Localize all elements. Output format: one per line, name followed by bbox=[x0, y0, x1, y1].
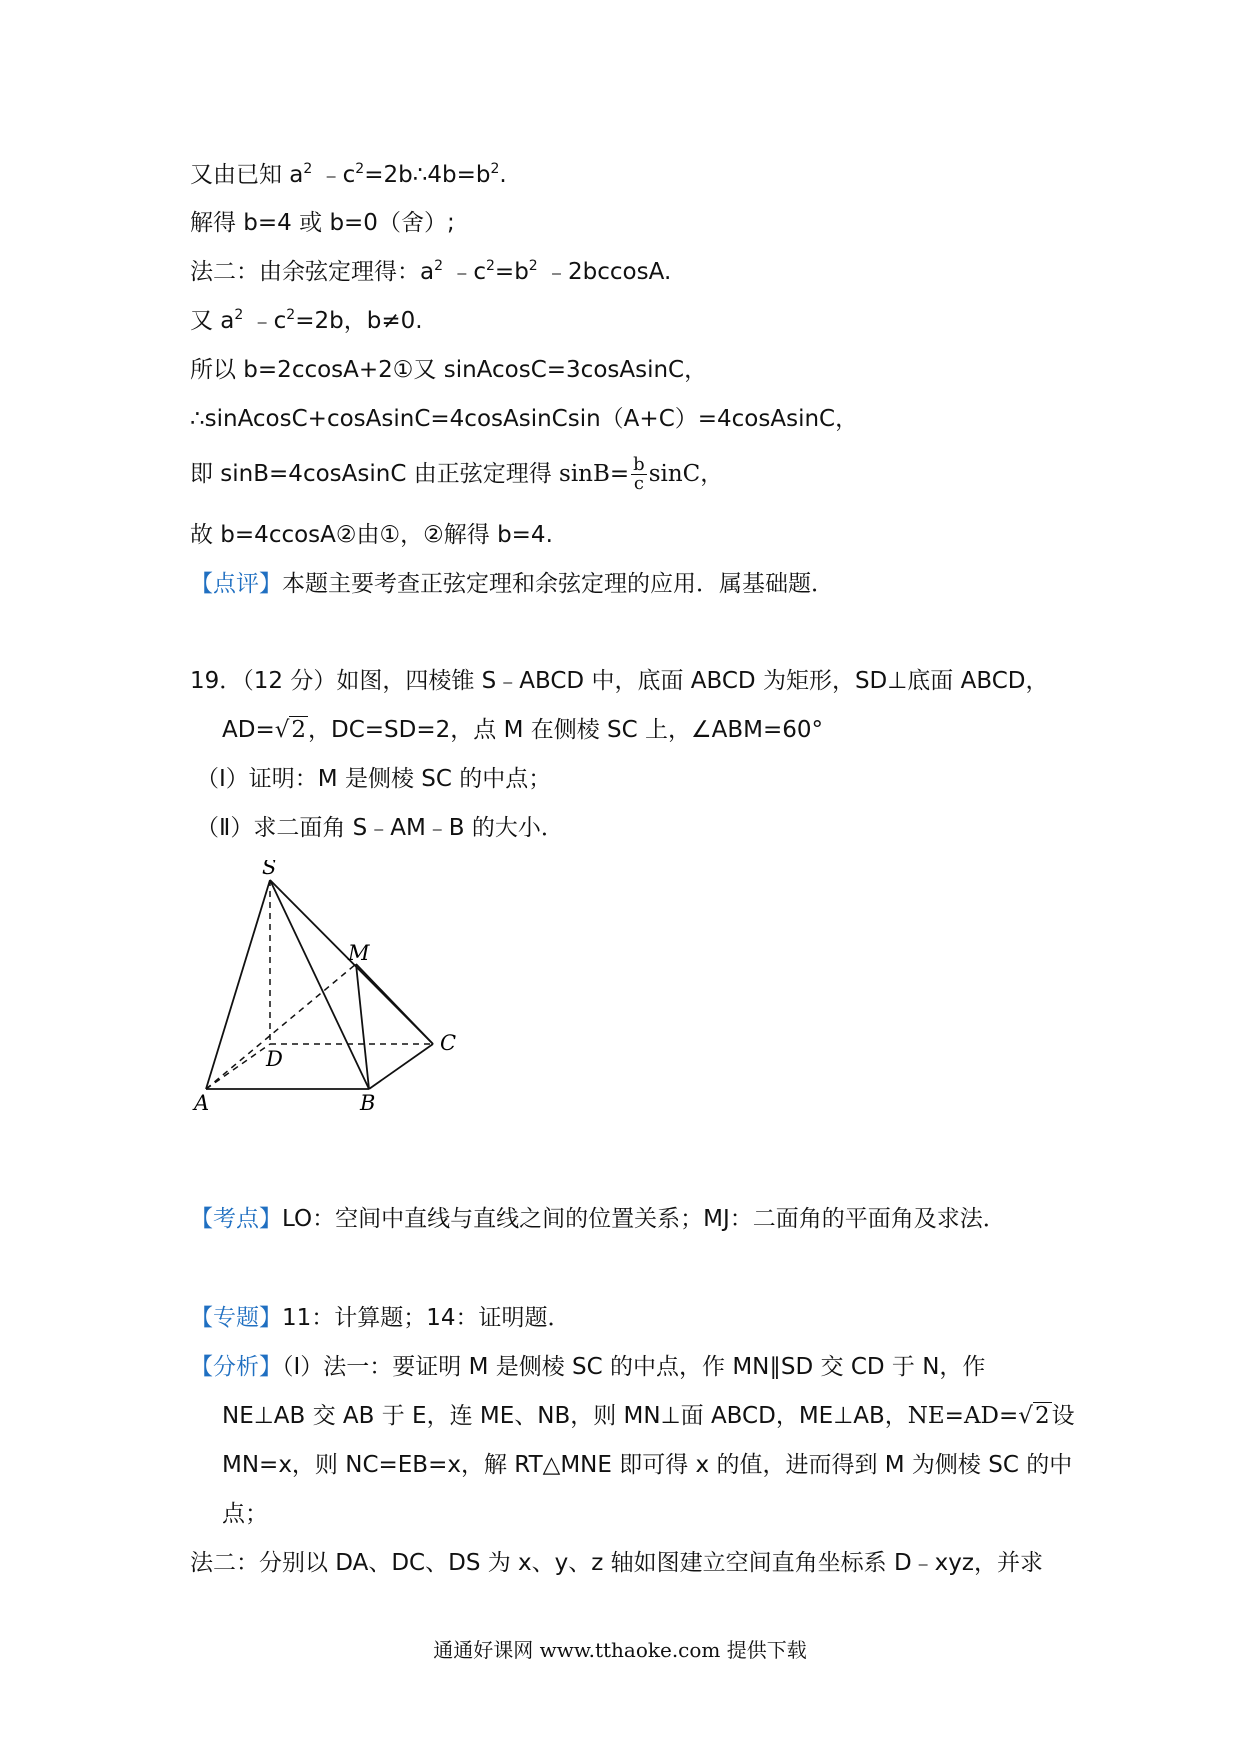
fenxi-line-1: 【分析】（Ⅰ）法一：要证明 M 是侧棱 SC 的中点，作 MN∥SD 交 CD 于 N，作 bbox=[190, 1354, 986, 1380]
edge-MB bbox=[356, 964, 369, 1089]
tag-kaodian: 【考点】 bbox=[190, 1206, 282, 1232]
line-8: 故 b=4ccosA②由①，②解得 b=4. bbox=[190, 522, 553, 548]
comment-line: 【点评】本题主要考查正弦定理和余弦定理的应用．属基础题． bbox=[190, 571, 834, 597]
question-19-line-1: 19．（12 分）如图，四棱锥 S﹣ABCD 中，底面 ABCD 为矩形，SD⊥底面 ABCD， bbox=[190, 668, 1049, 694]
tag-zhuanti: 【专题】 bbox=[190, 1305, 282, 1331]
fraction-b-over-c: $\frac{b}{c}$ bbox=[633, 454, 645, 494]
question-19-line-2: AD=√2，DC=SD=2，点 M 在侧棱 SC 上，∠ABM=60° bbox=[222, 717, 824, 743]
line-2: 解得 b=4 或 b=0（舍）; bbox=[190, 210, 455, 236]
edge-MC bbox=[356, 964, 433, 1044]
edge-BC bbox=[369, 1044, 433, 1089]
tag-comment: 【点评】 bbox=[190, 571, 282, 597]
line-3: 法二：由余弦定理得：$a^2$ $﹣c^2=b^2$ ﹣2bccosA. bbox=[190, 258, 672, 285]
fenxi-line-2: NE⊥AB 交 AB 于 E，连 ME、NB，则 MN⊥面 ABCD，ME⊥AB，NE=AD=√2设 bbox=[222, 1403, 1075, 1429]
label-A: A bbox=[194, 1091, 210, 1115]
zhuanti-line: 【专题】11：计算题；14：证明题． bbox=[190, 1305, 571, 1331]
label-C: C bbox=[440, 1031, 457, 1055]
question-19-part-2: （Ⅱ）求二面角 S﹣AM﹣B 的大小． bbox=[196, 815, 564, 841]
fenxi-line-3: MN=x，则 NC=EB=x，解 RT△MNE 即可得 x 的值，进而得到 M 为侧棱 SC 的中 bbox=[222, 1452, 1073, 1478]
line-1: 又由已知 $a^2$ $﹣c^2=2b\therefore 4b=b^2$. bbox=[190, 161, 507, 188]
edge-SB bbox=[270, 880, 369, 1089]
page-footer: 通通好课网 www.tthaoke.com 提供下载 bbox=[433, 1638, 807, 1662]
kaodian-line: 【考点】LO：空间中直线与直线之间的位置关系；MJ：二面角的平面角及求法． bbox=[190, 1206, 1006, 1232]
edge-AD-hidden bbox=[206, 1044, 270, 1089]
fenxi-method-2: 法二：分别以 DA、DC、DS 为 x、y、z 轴如图建立空间直角坐标系 D﹣xyz，并求 bbox=[190, 1550, 1043, 1576]
line-6: ∴sinAcosC+cosAsinC=4cosAsinCsin（A+C）=4cosAsinC， bbox=[190, 406, 859, 432]
line-4: 又 $a^2$ $﹣c^2=2b$，b≠0. bbox=[190, 307, 423, 334]
pyramid-figure bbox=[180, 860, 470, 1120]
fenxi-line-4: 点； bbox=[222, 1501, 268, 1527]
label-D: D bbox=[266, 1047, 283, 1071]
edge-SA bbox=[206, 880, 270, 1089]
label-S: S bbox=[262, 860, 277, 879]
line-5: 所以 b=2ccosA+2①又 sinAcosC=3cosAsinC， bbox=[190, 357, 708, 383]
label-B: B bbox=[360, 1091, 376, 1115]
sqrt-2: √2 bbox=[274, 717, 307, 743]
question-19-part-1: （I）证明：M 是侧棱 SC 的中点； bbox=[196, 766, 552, 792]
label-M: M bbox=[348, 941, 370, 965]
line-7: 即 sinB=4cosAsinC 由正弦定理得 sinB= $\frac{b}{c}$ sinC， bbox=[190, 454, 724, 494]
sqrt-2-b: √2 bbox=[1018, 1403, 1050, 1429]
tag-fenxi: 【分析】 bbox=[190, 1354, 282, 1380]
